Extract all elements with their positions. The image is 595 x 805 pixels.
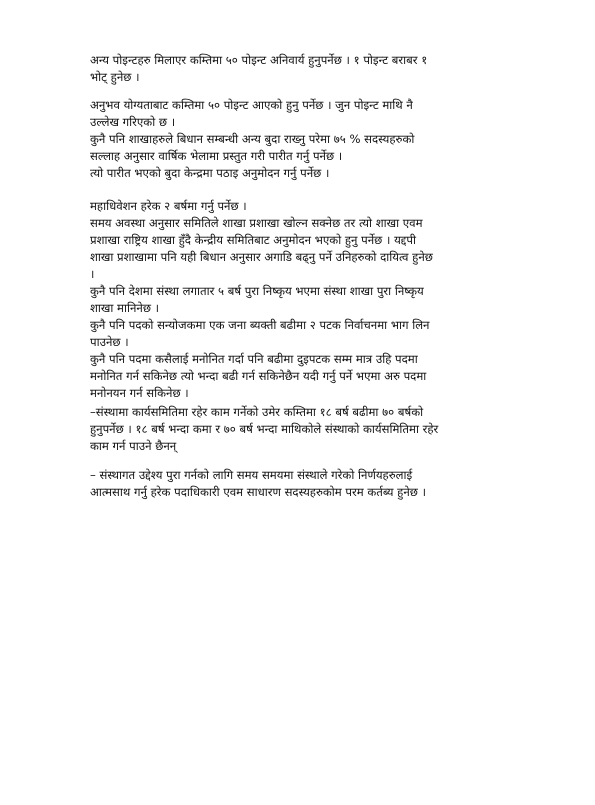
text-line: आत्मसाथ गर्नु हरेक पदाधिकारी एवम साधारण सदस्यहरुकोम परम कर्तब्य हुनेछ ।	[90, 485, 426, 499]
text-line: कुनै पनि देशमा संस्था लगातार ५ बर्ष पुरा निष्कृय भएमा संस्था शाखा पुरा निष्कृय	[90, 284, 424, 298]
text-line: समय अवस्था अनुसार समितिले शाखा प्रशाखा खोल्न सक्नेछ तर त्यो शाखा एवम	[90, 216, 423, 230]
text-line: ।	[90, 267, 95, 281]
text-line: कुनै पनि पदमा कसैलाई मनोनित गर्दा पनि बढीमा दुइपटक सम्म मात्र उहि पदमा	[90, 352, 418, 366]
text-line: शाखा प्रशाखामा पनि यही बिधान अनुसार अगाडि बढ्नु पर्ने उनिहरुको दायित्व हुनेछ	[90, 250, 433, 264]
text-line: काम गर्न पाउने छैनन्	[90, 439, 177, 453]
paragraph-age	[90, 404, 510, 455]
text-line: त्यो पारीत भएको बुदा केन्द्रमा पठाइ अनुमोदन गर्नु पर्नेछ ।	[90, 166, 330, 180]
text-line: हुनुपर्नेछ । १८ बर्ष भन्दा कमा र ७० बर्ष भन्दा माथिकोले संस्थाको कार्यसमितिमा रहेर	[90, 422, 439, 436]
paragraph-points	[90, 52, 510, 86]
text-line: अन्य पोइन्टहरु मिलाएर कम्तिमा ५० पोइन्ट अनिवार्य हुनुपर्नेछ । १ पोइन्ट बराबर १	[90, 53, 428, 67]
text-line: शाखा मानिनेछ ।	[90, 301, 160, 315]
text-line: पाउनेछ ।	[90, 335, 129, 349]
text-line: प्रशाखा राष्ट्रिय शाखा हुँदै केन्द्रीय समितिबाट अनुमोदन भएको हुनु पर्नेछ । यद्दपी	[90, 233, 417, 247]
text-line: –संस्थामा कार्यसमितिमा रहेर काम गर्नेको उमेर कम्तिमा १८ बर्ष बढीमा ७० बर्षको	[90, 405, 424, 419]
text-line: महाधिवेशन हरेक २ बर्षमा गर्नु पर्नेछ ।	[90, 199, 247, 213]
text-line: अनुभव योग्यताबाट कम्तिमा ५० पोइन्ट आएको हुनु पर्नेछ । जुन पोइन्ट माथि नै	[90, 98, 413, 112]
paragraph-convention	[90, 198, 510, 402]
text-line: कुनै पनि पदको सन्योजकमा एक जना ब्यक्ती बढीमा २ पटक निर्वाचनमा भाग लिन	[90, 318, 430, 332]
text-line: सल्लाह अनुसार वार्षिक भेलामा प्रस्तुत गरी पारीत गर्नु पर्नेछ ।	[90, 149, 343, 163]
paragraph-duty	[90, 467, 510, 501]
text-line: – संस्थागत उद्देश्य पुरा गर्नको लागि समय समयमा संस्थाले गरेको निर्णयहरुलाई	[90, 468, 413, 482]
text-line: भोट् हुनेछ ।	[90, 70, 140, 84]
text-line: उल्लेख गरिएको छ ।	[90, 115, 176, 129]
text-line: मनोनित गर्न सकिनेछ त्यो भन्दा बढी गर्न सकिनेछैन यदी गर्नु पर्ने भएमा अरु पदमा	[90, 369, 427, 383]
text-line: कुनै पनि शाखाहरुले बिधान सम्बन्धी अन्य बुदा राख्नु परेमा ७५ % सदस्यहरुको	[90, 132, 415, 146]
text-line: मनोनयन गर्न सकिनेछ ।	[90, 386, 189, 400]
paragraph-experience	[90, 97, 510, 182]
